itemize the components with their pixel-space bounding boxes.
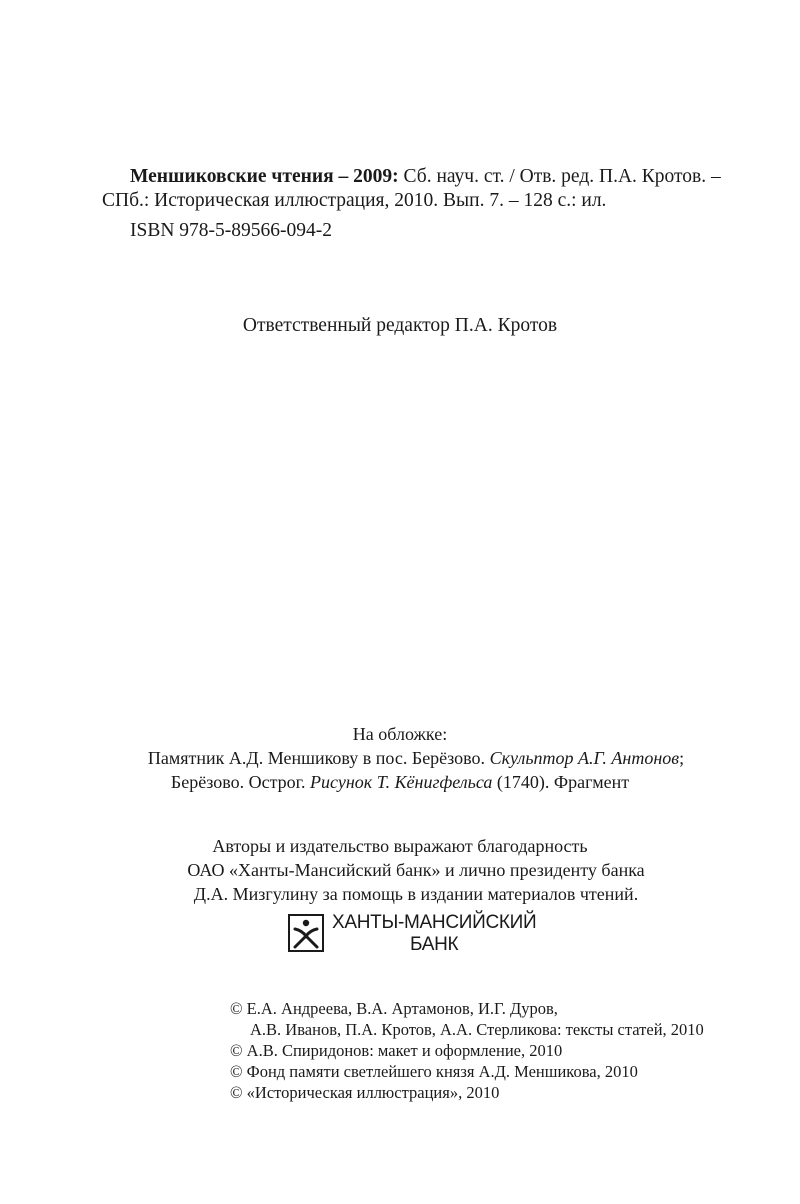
copyright-layout: © А.В. Спиридонов: макет и оформление, 2010 [230,1041,563,1060]
cover-line-2-text: Берёзово. Острог. [170,772,311,792]
bank-logo [288,912,558,956]
cover-line-1 [16,746,800,770]
cover-line-1-text: Памятник А.Д. Меншикову в пос. Берёзово. [147,748,490,768]
bank-logo-name: ХАНТЫ-МАНСИЙСКИЙ [332,912,537,933]
cover-heading: На обложке: [352,724,448,744]
cover-drawing: Рисунок Т. Кёнигфельса [310,772,493,792]
bib-imprint: СПб.: Историческая иллюстрация, 2010. Вып. 7. – 128 с.: ил. [102,190,607,211]
bib-title: Меншиковские чтения – 2009: [130,166,399,187]
thanks-line-3: Д.А. Мизгулину за помощь в издании материалов чтений. [193,884,639,904]
copyright-authors-cont: А.В. Иванов, П.А. Кротов, А.А. Стерликова: тексты статей, 2010 [250,1020,704,1039]
cover-line-1-end: ; [679,748,685,768]
isbn: ISBN 978-5-89566-094-2 [130,220,333,241]
bank-logo-word: БАНК [410,934,459,955]
copyright-fund: © Фонд памяти светлейшего князя А.Д. Меншикова, 2010 [230,1062,638,1081]
thanks-line-2: ОАО «Ханты-Мансийский банк» и лично президенту банка [187,860,645,880]
cover-line-2-end: (1740). Фрагмент [492,772,630,792]
cover-line-2 [0,770,800,794]
copyright-authors: © Е.А. Андреева, В.А. Артамонов, И.Г. Дуров, [230,999,558,1018]
copyright-publisher: © «Историческая иллюстрация», 2010 [230,1083,500,1102]
bib-title-rest: Сб. науч. ст. / Отв. ред. П.А. Кротов. – [398,166,721,187]
bank-logo-emblem-icon [288,914,324,952]
editor-line: Ответственный редактор П.А. Кротов [242,315,558,336]
thanks-line-1: Авторы и издательство выражают благодарность [212,836,588,856]
cover-sculptor: Скульптор А.Г. Антонов [489,748,680,768]
bib-title-line [130,165,721,189]
